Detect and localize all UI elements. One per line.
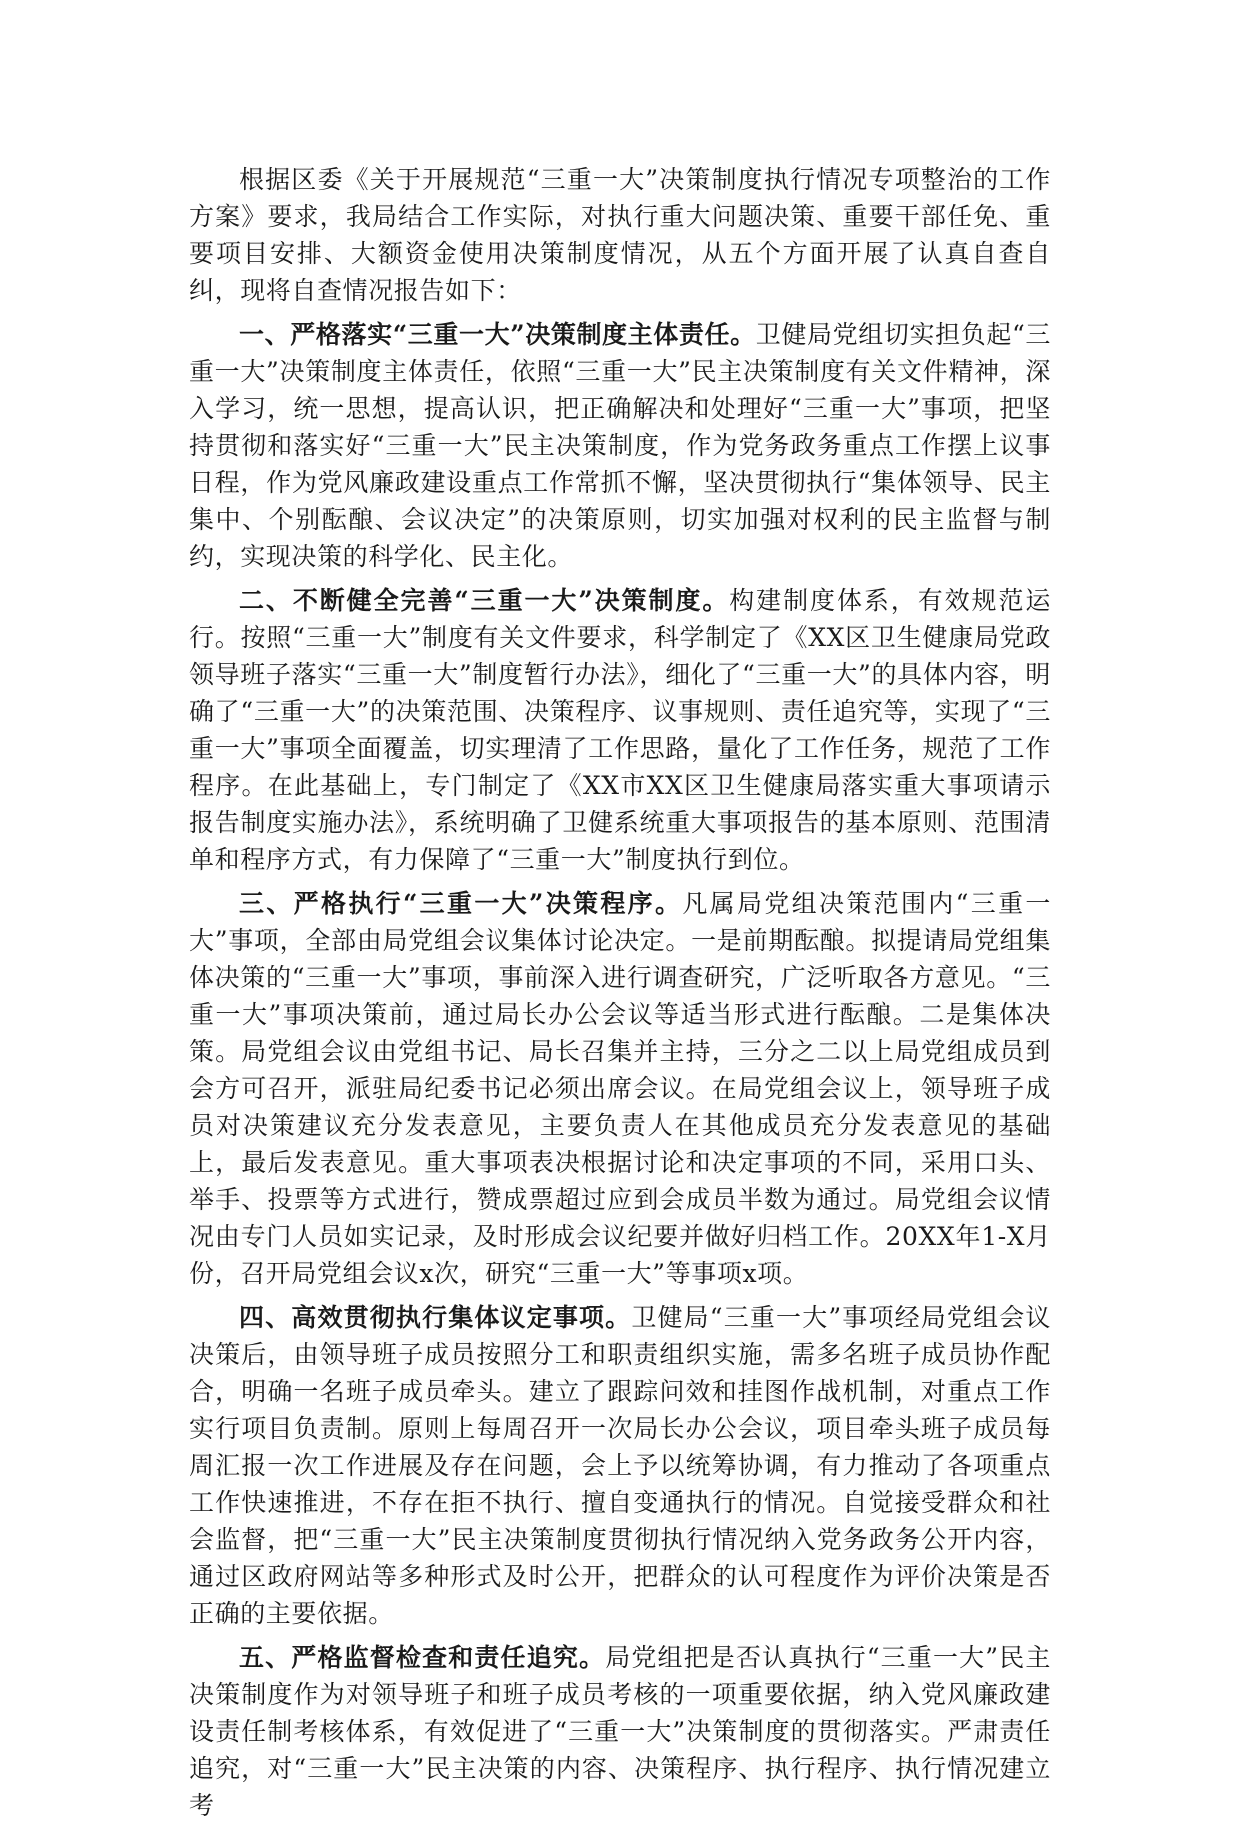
- intro-paragraph: [189, 161, 1051, 309]
- section-body-5: 局党组把是否认真执行“三重一大”民主决策制度作为对领导班子和班子成员考核的一项重要依据，纳入党风廉政建设责任制考核体系，有效促进了“三重一大”决策制度的贯彻落实。严肃责任追究，对“三重一大”民主决策的内容、决策程序、执行程序、执行情况建立考: [189, 1643, 1051, 1820]
- section-body-1: 卫健局党组切实担负起“三重一大”决策制度主体责任，依照“三重一大”民主决策制度有关文件精神，深入学习，统一思想，提高认识，把正确解决和处理好“三重一大”事项，把坚持贯彻和落实好“三重一大”民主决策制度，作为党务政务重点工作摆上议事日程，作为党风廉政建设重点工作常抓不懈，坚决贯彻执行“集体领导、民主集中、个别酝酿、会议决定”的决策原则，切实加强对权利的民主监督与制约，实现决策的科学化、民主化。: [189, 320, 1051, 571]
- section-body-4: 卫健局“三重一大”事项经局党组会议决策后，由领导班子成员按照分工和职责组织实施，需多名班子成员协作配合，明确一名班子成员牵头。建立了跟踪问效和挂图作战机制，对重点工作实行项目负责制。原则上每周召开一次局长办公会议，项目牵头班子成员每周汇报一次工作进展及存在问题，会上予以统筹协调，有力推动了各项重点工作快速推进，不存在拒不执行、擅自变通执行的情况。自觉接受群众和社会监督，把“三重一大”民主决策制度贯彻执行情况纳入党务政务公开内容，通过区政府网站等多种形式及时公开，把群众的认可程度作为评价决策是否正确的主要依据。: [189, 1303, 1051, 1628]
- section-heading-4: 四、高效贯彻执行集体议定事项。: [239, 1303, 632, 1332]
- section-paragraph-3: [189, 885, 1051, 1292]
- section-heading-5: 五、严格监督检查和责任追究。: [239, 1643, 606, 1672]
- section-paragraph-4: [189, 1299, 1051, 1632]
- intro-text: 根据区委《关于开展规范“三重一大”决策制度执行情况专项整治的工作方案》要求，我局结合工作实际，对执行重大问题决策、重要干部任免、重要项目安排、大额资金使用决策制度情况，从五个方面开展了认真自查自纠，现将自查情况报告如下：: [189, 165, 1051, 305]
- section-heading-1: 一、严格落实“三重一大”决策制度主体责任。: [239, 320, 756, 349]
- section-paragraph-1: [189, 316, 1051, 575]
- section-heading-3: 三、严格执行“三重一大”决策程序。: [239, 889, 683, 918]
- section-heading-2: 二、不断健全完善“三重一大”决策制度。: [239, 586, 730, 615]
- section-paragraph-2: [189, 582, 1051, 878]
- section-body-3: 凡属局党组决策范围内“三重一大”事项，全部由局党组会议集体讨论决定。一是前期酝酿。拟提请局党组集体决策的“三重一大”事项，事前深入进行调查研究，广泛听取各方意见。“三重一大”事项决策前，通过局长办公会议等适当形式进行酝酿。二是集体决策。局党组会议由党组书记、局长召集并主持，三分之二以上局党组成员到会方可召开，派驻局纪委书记必须出席会议。在局党组会议上，领导班子成员对决策建议充分发表意见，主要负责人在其他成员充分发表意见的基础上，最后发表意见。重大事项表决根据讨论和决定事项的不同，采用口头、举手、投票等方式进行，赞成票超过应到会成员半数为通过。局党组会议情况由专门人员如实记录，及时形成会议纪要并做好归档工作。20XX年1-X月份，召开局党组会议x次，研究“三重一大”等事项x项。: [189, 889, 1051, 1288]
- section-paragraph-5: [189, 1639, 1051, 1824]
- document-body: [189, 161, 1051, 1824]
- section-body-2: 构建制度体系，有效规范运行。按照“三重一大”制度有关文件要求，科学制定了《XX区卫生健康局党政领导班子落实“三重一大”制度暂行办法》，细化了“三重一大”的具体内容，明确了“三重一大”的决策范围、决策程序、议事规则、责任追究等，实现了“三重一大”事项全面覆盖，切实理清了工作思路，量化了工作任务，规范了工作程序。在此基础上，专门制定了《XX市XX区卫生健康局落实重大事项请示报告制度实施办法》，系统明确了卫健系统重大事项报告的基本原则、范围清单和程序方式，有力保障了“三重一大”制度执行到位。: [189, 586, 1051, 874]
